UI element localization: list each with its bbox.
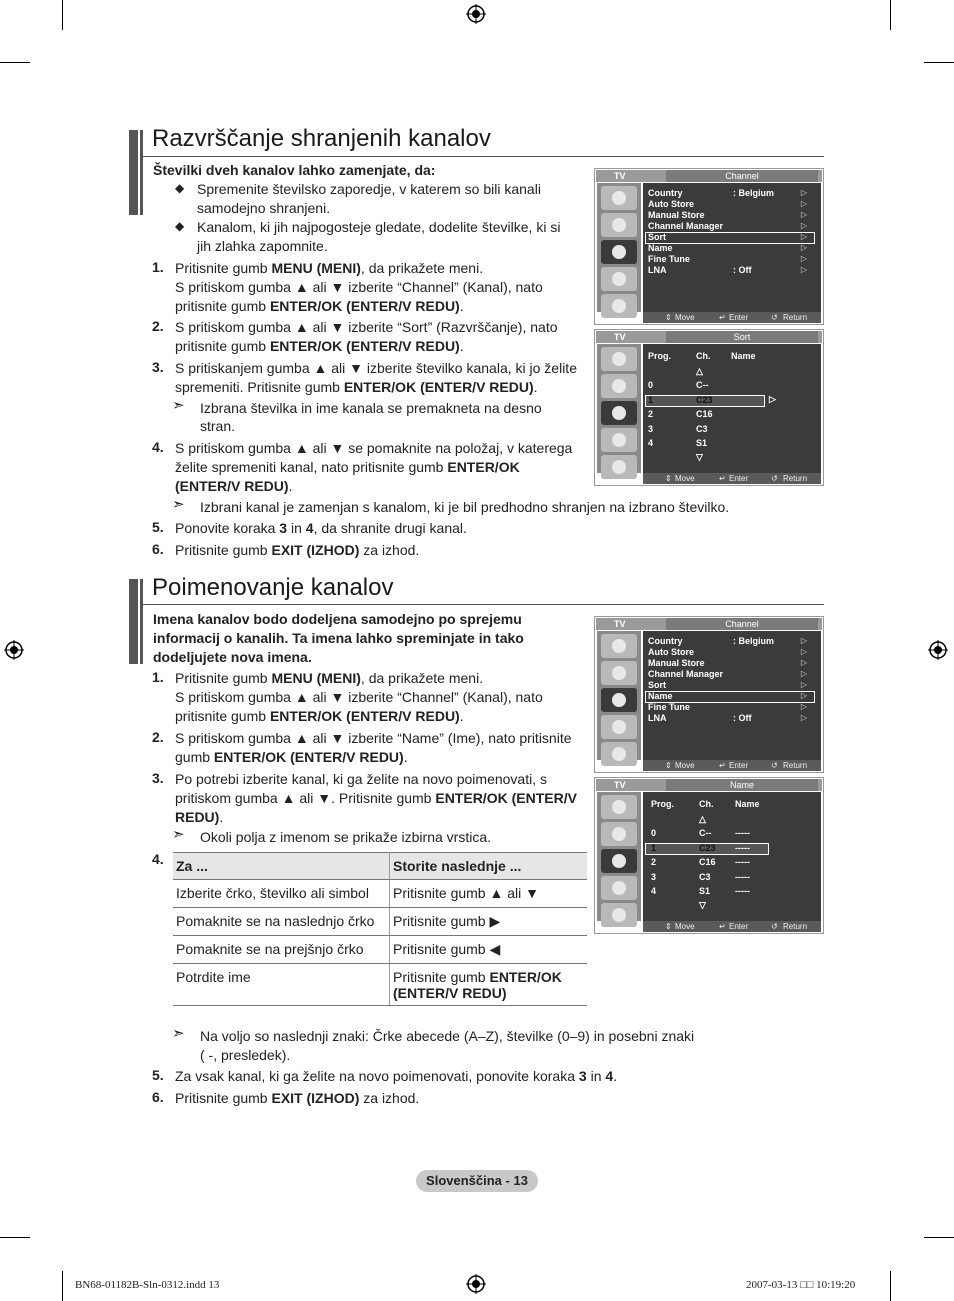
return-icon: ↺ <box>771 313 778 322</box>
crop-mark <box>62 0 63 30</box>
channel-code: C3 <box>699 872 711 882</box>
menu-item-manual-store[interactable]: Manual Store <box>648 210 705 220</box>
table-cell: Pomaknite se na naslednjo črko <box>173 908 390 936</box>
osd-channel-menu <box>594 168 824 325</box>
move-icon: ⇕ <box>665 474 672 483</box>
scroll-up-icon: △ <box>696 366 703 376</box>
step-text: pritiskom gumba ▲ ali ▼. Pritisnite gumb ENTER/OK (ENTER/V <box>175 790 577 806</box>
date-slug: 2007-03-13 □□ 10:19:20 <box>746 1279 856 1291</box>
crop-mark <box>890 0 891 30</box>
footer-return: Return <box>783 761 808 770</box>
intro-text: dodeljujete nova imena. <box>153 649 312 665</box>
arrow-right-icon: ▷ <box>800 221 807 230</box>
prog-number: 0 <box>648 380 654 390</box>
menu-item-auto-store[interactable]: Auto Store <box>648 647 694 657</box>
arrow-right-icon: ▷ <box>800 658 807 667</box>
menu-item-sort[interactable]: Sort <box>648 680 666 690</box>
bullet-text: jih zlahka zapomnite. <box>197 238 328 254</box>
footer-return: Return <box>783 474 808 483</box>
arrow-right-icon: ▷ <box>800 243 807 252</box>
menu-item-channel-manager[interactable]: Channel Manager <box>648 221 724 231</box>
osd-footer <box>643 760 821 771</box>
channel-name: ----- <box>735 872 750 882</box>
crop-mark <box>890 1271 891 1301</box>
step-text: S pritiskom gumba ▲ ali ▼ se pomaknite na položaj, v katerega <box>175 440 573 456</box>
step-text: S pritiskom gumba ▲ ali ▼ izberite “Channel” (Kanal), nato <box>175 279 543 295</box>
note-text: Okoli polja z imenom se prikaže izbirna vrstica. <box>200 829 491 845</box>
osd-title: Channel <box>666 618 818 630</box>
step-text: S pritiskom gumba ▲ ali ▼ izberite “Sort” (Razvrščanje), nato <box>175 319 558 335</box>
arrow-right-icon: ▷ <box>800 713 807 722</box>
footer-enter: Enter <box>729 922 749 931</box>
menu-item-sort[interactable]: Sort <box>648 232 666 242</box>
channel-code: C-- <box>699 828 712 838</box>
move-icon: ⇕ <box>665 922 672 931</box>
prog-number: 4 <box>651 886 657 896</box>
note-arrow-icon: ➣ <box>172 1025 185 1042</box>
step-number: 1. <box>152 259 164 275</box>
column-name: Name <box>731 351 756 361</box>
step-text: S pritiskom gumba ▲ ali ▼ izberite “Name” (Ime), nato pritisnite <box>175 730 572 746</box>
country-value: : Belgium <box>733 636 775 646</box>
arrow-right-icon: ▷ <box>800 647 807 656</box>
menu-item-lna[interactable]: LNA <box>648 265 667 275</box>
crop-mark <box>924 1237 954 1238</box>
footer-enter: Enter <box>729 761 749 770</box>
enter-icon: ↵ <box>719 761 726 770</box>
osd-footer <box>643 312 821 323</box>
step-text: Po potrebi izberite kanal, ki ga želite na novo poimenovati, s <box>175 771 547 787</box>
section-divider <box>143 156 824 157</box>
registration-mark-icon <box>466 4 486 24</box>
table-cell: Pritisnite gumb ▶ <box>390 908 588 936</box>
table-cell: Potrdite ime <box>173 964 390 1006</box>
channel-code[interactable]: C23 <box>699 843 716 853</box>
note-arrow-icon: ➣ <box>172 826 185 843</box>
input-icon <box>601 742 637 766</box>
table-cell: Pritisnite gumb ◀ <box>390 936 588 964</box>
page-number: Slovenščina - 13 <box>416 1170 538 1192</box>
menu-item-fine-tune[interactable]: Fine Tune <box>648 702 690 712</box>
osd-name-menu <box>594 777 824 934</box>
section-title: Poimenovanje kanalov <box>152 574 394 601</box>
step-text: spremeniti. Pritisnite gumb ENTER/OK (ENTER/V REDU). <box>175 379 538 395</box>
menu-item-country[interactable]: Country <box>648 636 683 646</box>
osd-tv-label: TV <box>614 780 626 790</box>
table-cell: Pritisnite gumb ▲ ali ▼ <box>390 880 588 908</box>
sound-icon <box>601 822 637 846</box>
scroll-down-icon: ▽ <box>696 452 703 462</box>
menu-item-name[interactable]: Name <box>648 691 673 701</box>
prog-number: 3 <box>648 424 654 434</box>
menu-item-fine-tune[interactable]: Fine Tune <box>648 254 690 264</box>
registration-mark-icon <box>928 640 948 660</box>
step-text: želite spremeniti kanal, nato pritisnite gumb ENTER/OK <box>175 459 520 475</box>
footer-move: Move <box>675 761 695 770</box>
step-number: 3. <box>152 359 164 375</box>
arrow-right-icon: ▷ <box>800 254 807 263</box>
note-arrow-icon: ➣ <box>172 496 185 513</box>
arrow-right-icon: ▷ <box>769 394 776 404</box>
bullet-icon: ◆ <box>175 219 185 233</box>
arrow-right-icon: ▷ <box>800 188 807 197</box>
osd-tv-label: TV <box>614 171 626 181</box>
enter-icon: ↵ <box>719 313 726 322</box>
lna-value: : Off <box>733 713 752 723</box>
menu-item-lna[interactable]: LNA <box>648 713 667 723</box>
channel-code: C3 <box>696 424 708 434</box>
column-prog: Prog. <box>651 799 675 809</box>
menu-item-manual-store[interactable]: Manual Store <box>648 658 705 668</box>
scroll-down-icon: ▽ <box>699 900 706 910</box>
osd-sort-menu <box>594 329 824 486</box>
input-icon <box>601 903 637 927</box>
section-title: Razvrščanje shranjenih kanalov <box>152 125 491 152</box>
step-text: pritisnite gumb ENTER/OK (ENTER/V REDU). <box>175 708 464 724</box>
picture-icon <box>601 186 637 210</box>
step-text: S pritiskanjem gumba ▲ ali ▼ izberite številko kanala, ki jo želite <box>175 360 577 376</box>
setup-icon <box>601 715 637 739</box>
registration-mark-icon <box>4 640 24 660</box>
footer-enter: Enter <box>729 313 749 322</box>
column-prog: Prog. <box>648 351 672 361</box>
picture-icon <box>601 634 637 658</box>
step-number: 6. <box>152 1089 164 1105</box>
lna-value: : Off <box>733 265 752 275</box>
step-text: Pritisnite gumb MENU (MENI), da prikažete meni. <box>175 670 484 686</box>
setup-icon <box>601 267 637 291</box>
step-text: REDU). <box>175 809 224 825</box>
file-slug: BN68-01182B-Sln-0312.indd 13 <box>75 1279 220 1291</box>
return-icon: ↺ <box>771 474 778 483</box>
channel-code: S1 <box>696 438 708 448</box>
step-number: 2. <box>152 729 164 745</box>
channel-code: S1 <box>699 886 711 896</box>
menu-item-channel-manager[interactable]: Channel Manager <box>648 669 724 679</box>
picture-icon <box>601 795 637 819</box>
step-text: gumb ENTER/OK (ENTER/V REDU). <box>175 749 408 765</box>
bullet-icon: ◆ <box>175 181 185 195</box>
intro-text: Imena kanalov bodo dodeljena samodejno po sprejemu <box>153 611 522 627</box>
setup-icon <box>601 876 637 900</box>
footer-return: Return <box>783 922 808 931</box>
enter-icon: ↵ <box>719 922 726 931</box>
arrow-right-icon: ▷ <box>800 636 807 645</box>
picture-icon <box>601 347 637 371</box>
input-icon <box>601 294 637 318</box>
enter-icon: ↵ <box>719 474 726 483</box>
arrow-right-icon: ▷ <box>800 680 807 689</box>
arrow-right-icon: ▷ <box>800 232 807 241</box>
intro-text: Številki dveh kanalov lahko zamenjate, da: <box>153 162 436 178</box>
channel-code: C-- <box>696 380 709 390</box>
channel-code: C16 <box>696 409 713 419</box>
menu-item-country[interactable]: Country <box>648 188 683 198</box>
sound-icon <box>601 661 637 685</box>
step-text: Pritisnite gumb EXIT (IZHOD) za izhod. <box>175 542 420 558</box>
channel-code[interactable]: C23 <box>696 395 713 405</box>
move-icon: ⇕ <box>665 761 672 770</box>
intro-text: informacij o kanalih. Ta imena lahko spreminjate in tako <box>153 630 524 646</box>
step-number: 4. <box>152 851 164 867</box>
footer-move: Move <box>675 313 695 322</box>
channel-icon <box>601 849 637 873</box>
section-divider <box>143 604 824 605</box>
channel-icon <box>601 401 637 425</box>
note-text: ( -, presledek). <box>200 1047 291 1063</box>
note-arrow-icon: ➣ <box>172 397 185 414</box>
column-name: Name <box>735 799 760 809</box>
section-marker <box>129 579 143 664</box>
footer-move: Move <box>675 474 695 483</box>
prog-number[interactable]: 1 <box>648 395 654 405</box>
step-text: Za vsak kanal, ki ga želite na novo poimenovati, ponovite koraka 3 in 4. <box>175 1068 618 1084</box>
arrow-right-icon: ▷ <box>800 669 807 678</box>
prog-number[interactable]: 1 <box>651 843 657 853</box>
arrow-right-icon: ▷ <box>800 210 807 219</box>
crop-mark <box>62 1271 63 1301</box>
osd-tv-label: TV <box>614 619 626 629</box>
scroll-up-icon: △ <box>699 814 706 824</box>
channel-name: ----- <box>735 857 750 867</box>
column-ch: Ch. <box>699 799 714 809</box>
country-value: : Belgium <box>733 188 775 198</box>
step-text: (ENTER/V REDU). <box>175 478 293 494</box>
bullet-text: Spremenite številsko zaporedje, v katerem so bili kanali <box>197 181 541 197</box>
step-number: 6. <box>152 541 164 557</box>
channel-icon <box>601 688 637 712</box>
crop-mark <box>0 1237 30 1238</box>
channel-icon <box>601 240 637 264</box>
osd-channel-menu <box>594 616 824 773</box>
channel-name[interactable]: ----- <box>735 843 750 853</box>
arrow-right-icon: ▷ <box>800 199 807 208</box>
step-text: S pritiskom gumba ▲ ali ▼ izberite “Channel” (Kanal), nato <box>175 689 543 705</box>
channel-name: ----- <box>735 828 750 838</box>
return-icon: ↺ <box>771 922 778 931</box>
step-text: Pritisnite gumb MENU (MENI), da prikažete meni. <box>175 260 484 276</box>
bullet-text: Kanalom, ki jih najpogosteje gledate, dodelite številke, ki si <box>197 219 561 235</box>
prog-number: 2 <box>648 409 654 419</box>
footer-return: Return <box>783 313 808 322</box>
osd-tv-label: TV <box>614 332 626 342</box>
crop-mark <box>924 62 954 63</box>
arrow-right-icon: ▷ <box>800 265 807 274</box>
table-cell: Pomaknite se na prejšnjo črko <box>173 936 390 964</box>
column-ch: Ch. <box>696 351 711 361</box>
step-text: Pritisnite gumb EXIT (IZHOD) za izhod. <box>175 1090 420 1106</box>
step-number: 4. <box>152 439 164 455</box>
move-icon: ⇕ <box>665 313 672 322</box>
footer-move: Move <box>675 922 695 931</box>
osd-footer <box>643 473 821 484</box>
crop-mark <box>0 62 30 63</box>
table-header: Za ... <box>173 853 390 880</box>
osd-title: Channel <box>666 170 818 182</box>
channel-name: ----- <box>735 886 750 896</box>
sound-icon <box>601 213 637 237</box>
menu-item-name[interactable]: Name <box>648 243 673 253</box>
step-text: pritisnite gumb ENTER/OK (ENTER/V REDU). <box>175 338 464 354</box>
prog-number: 3 <box>651 872 657 882</box>
step-number: 1. <box>152 669 164 685</box>
section-marker <box>129 130 143 215</box>
sound-icon <box>601 374 637 398</box>
osd-title: Name <box>666 779 818 791</box>
bullet-text: samodejno shranjeni. <box>197 200 331 216</box>
step-number: 2. <box>152 318 164 334</box>
note-text: Izbrani kanal je zamenjan s kanalom, ki je bil predhodno shranjen na izbrano številko. <box>200 499 730 515</box>
table-cell: Izberite črko, številko ali simbol <box>173 880 390 908</box>
osd-title: Sort <box>666 331 818 343</box>
step-number: 5. <box>152 519 164 535</box>
note-text: Na voljo so naslednji znaki: Črke abecede (A–Z), številke (0–9) in posebni znaki <box>200 1028 695 1044</box>
table-header: Storite naslednje ... <box>390 853 588 880</box>
table-cell: Pritisnite gumb ENTER/OK (ENTER/V REDU) <box>390 964 588 1006</box>
osd-footer <box>643 921 821 932</box>
step-number: 5. <box>152 1067 164 1083</box>
input-icon <box>601 455 637 479</box>
step-text: pritisnite gumb ENTER/OK (ENTER/V REDU). <box>175 298 464 314</box>
prog-number: 2 <box>651 857 657 867</box>
registration-mark-icon <box>466 1274 486 1294</box>
prog-number: 0 <box>651 828 657 838</box>
setup-icon <box>601 428 637 452</box>
return-icon: ↺ <box>771 761 778 770</box>
prog-number: 4 <box>648 438 654 448</box>
footer-enter: Enter <box>729 474 749 483</box>
note-text: stran. <box>200 418 236 434</box>
character-table <box>173 852 587 1006</box>
arrow-right-icon: ▷ <box>800 702 807 711</box>
menu-item-auto-store[interactable]: Auto Store <box>648 199 694 209</box>
step-number: 3. <box>152 770 164 786</box>
arrow-right-icon: ▷ <box>800 691 807 700</box>
note-text: Izbrana številka in ime kanala se premakneta na desno <box>200 400 542 416</box>
step-text: Ponovite koraka 3 in 4, da shranite drugi kanal. <box>175 520 467 536</box>
channel-code: C16 <box>699 857 716 867</box>
